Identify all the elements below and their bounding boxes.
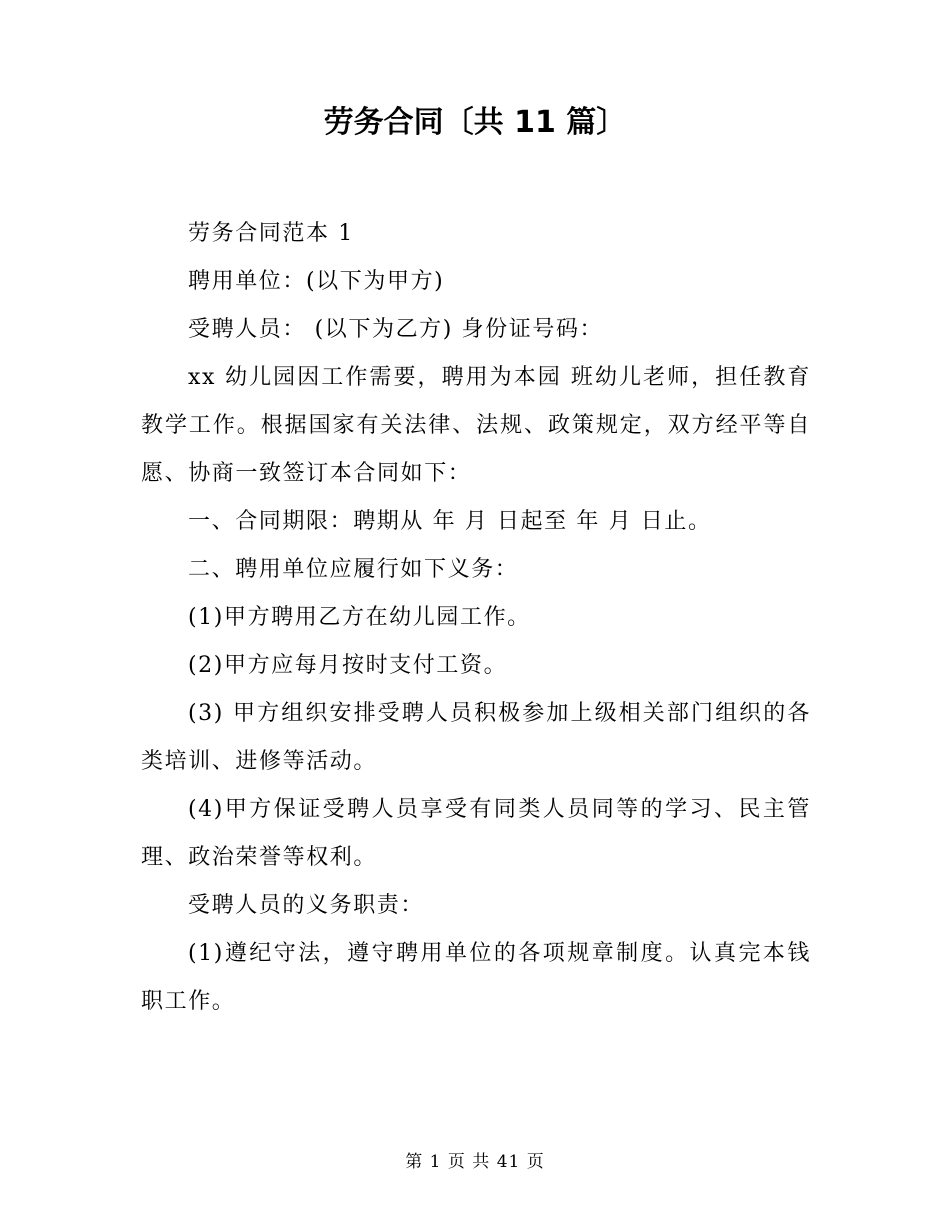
paragraph-employee: 受聘人员： (以下为乙方) 身份证号码： bbox=[188, 317, 604, 342]
footer-total-pages: 41 bbox=[496, 1152, 521, 1172]
footer-prefix: 第 bbox=[405, 1152, 424, 1172]
paragraph-duty-3: (3) 甲方组织安排受聘人员积极参加上级相关部门组织的各类培训、进修等活动。 bbox=[141, 701, 811, 774]
footer-current-page: 1 bbox=[429, 1152, 442, 1172]
paragraph-employer-duties: 二、聘用单位应履行如下义务： bbox=[188, 557, 519, 582]
paragraph-term: 一、合同期限：聘期从 年 月 日起至 年 月 日止。 bbox=[188, 509, 712, 534]
footer-mid: 页 共 bbox=[447, 1152, 491, 1172]
paragraph-intro: xx 幼儿园因工作需要，聘用为本园 班幼儿老师，担任教育教学工作。根据国家有关法律、法规、政策规定，双方经平等自愿、协商一致签订本合同如下： bbox=[141, 365, 811, 486]
paragraph-duty-4: (4)甲方保证受聘人员享受有同类人员同等的学习、民主管理、政治荣誉等权利。 bbox=[141, 797, 811, 870]
document-body bbox=[141, 210, 811, 1026]
paragraph-duty-2: (2)甲方应每月按时支付工资。 bbox=[188, 653, 508, 678]
page-footer bbox=[0, 1148, 950, 1176]
paragraph-heading: 劳务合同范本 1 bbox=[188, 221, 354, 246]
paragraph-duty-1: (1)甲方聘用乙方在幼儿园工作。 bbox=[188, 605, 531, 630]
paragraph-employer: 聘用单位：(以下为甲方) bbox=[188, 269, 445, 294]
footer-suffix: 页 bbox=[526, 1152, 545, 1172]
paragraph-employee-duty-1: (1)遵纪守法，遵守聘用单位的各项规章制度。认真完本钱职工作。 bbox=[141, 941, 811, 1014]
document-title: 劳务合同〔共 11 篇〕 bbox=[323, 105, 627, 140]
paragraph-employee-duties: 受聘人员的义务职责： bbox=[188, 893, 425, 918]
